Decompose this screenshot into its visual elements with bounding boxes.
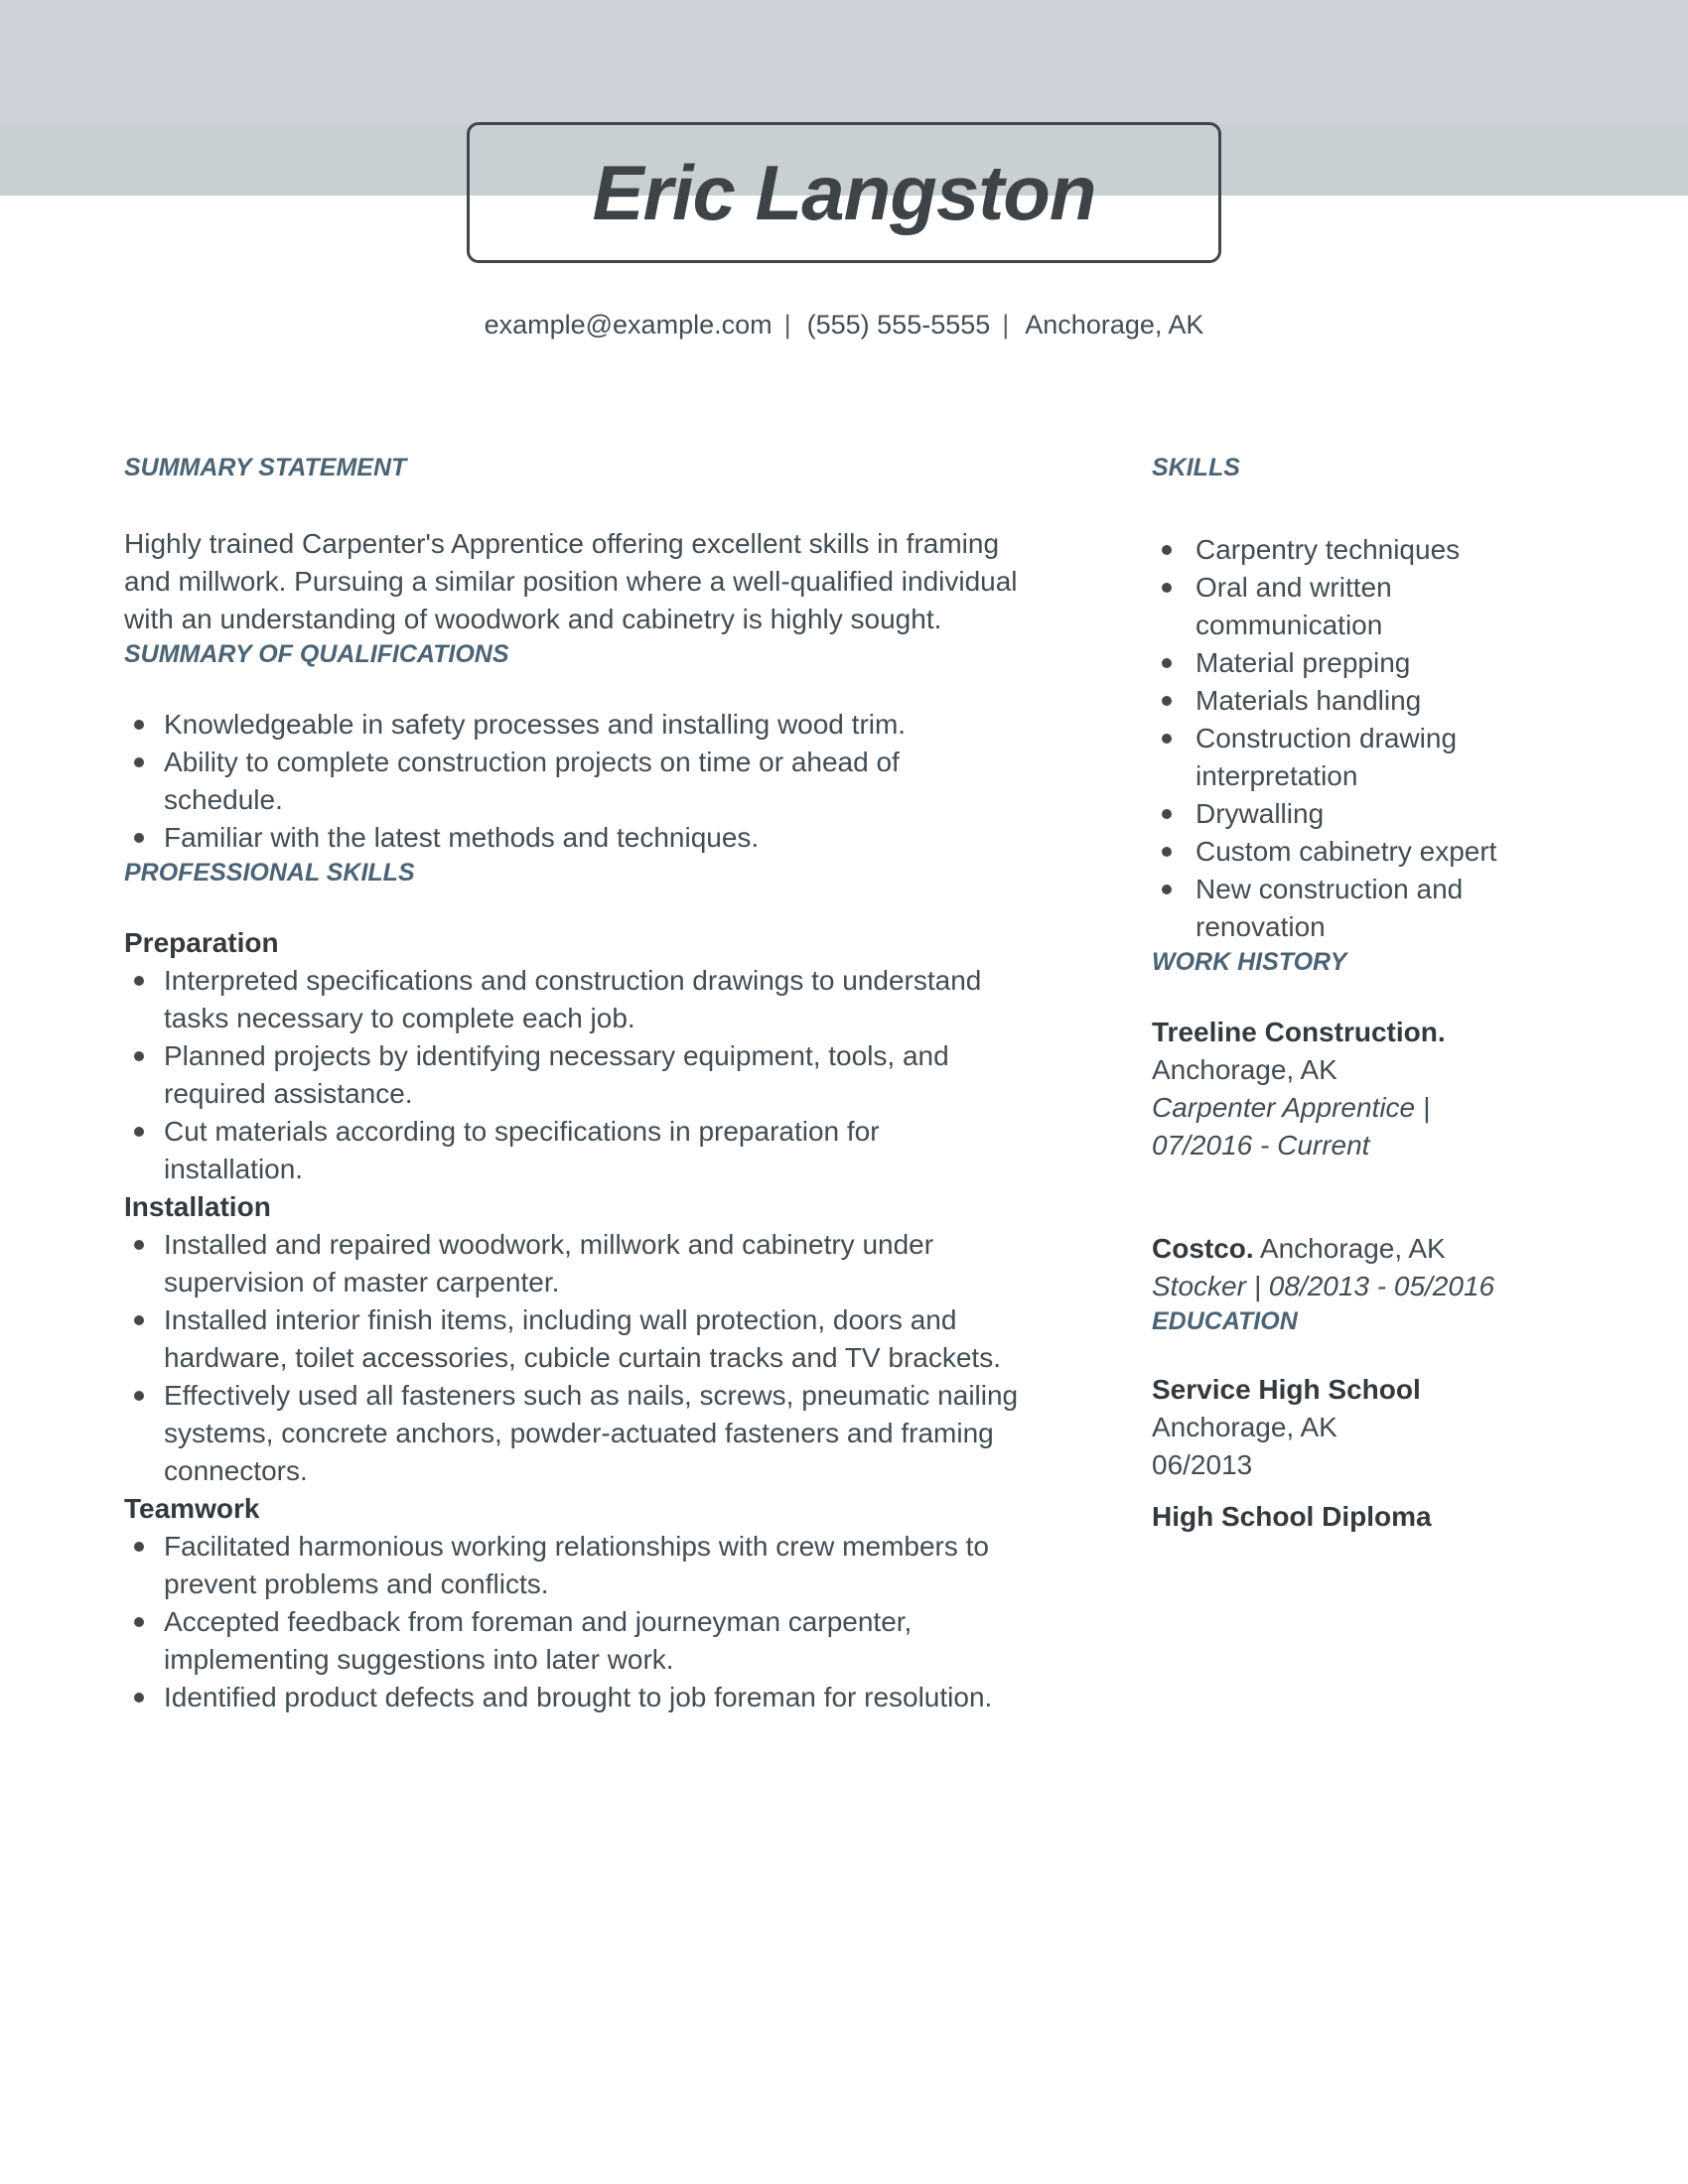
- teamwork-list: [124, 1528, 1023, 1716]
- list-item: Planned projects by identifying necessary equipment, tools, and required assistance.: [124, 1037, 1023, 1113]
- list-item: Facilitated harmonious working relationships with crew members to prevent problems and conflicts.: [124, 1528, 1023, 1603]
- section-heading-professional-skills: PROFESSIONAL SKILLS: [124, 859, 415, 887]
- right-column: [1152, 452, 1584, 1536]
- summary-statement-text: Highly trained Carpenter's Apprentice offering excellent skills in framing and millwork. Pursuing a similar position where a well-qualified individual with an understanding of woodwork and cabinetry is highly sought.: [124, 528, 1018, 634]
- header-band-top: [0, 0, 1688, 124]
- list-item: Installed and repaired woodwork, millwork and cabinetry under supervision of master carpenter.: [124, 1226, 1023, 1301]
- list-item: Oral and written communication: [1152, 569, 1584, 644]
- installation-list: [124, 1226, 1023, 1490]
- list-item: Identified product defects and brought to job foreman for resolution.: [124, 1679, 1023, 1716]
- contact-email: example@example.com: [484, 310, 773, 340]
- list-item: New construction and renovation: [1152, 871, 1584, 946]
- name-box: [467, 122, 1221, 263]
- education-degree: High School Diploma: [1152, 1501, 1432, 1532]
- section-heading-education: EDUCATION: [1152, 1307, 1298, 1335]
- job-entry: [1152, 1230, 1584, 1305]
- list-item: Material prepping: [1152, 644, 1584, 682]
- list-item: Knowledgeable in safety processes and installing wood trim.: [124, 706, 1023, 744]
- education-location: Anchorage, AK: [1152, 1412, 1337, 1442]
- list-item: Interpreted specifications and construction drawings to understand tasks necessary to complete each job.: [124, 962, 1023, 1037]
- left-column: [124, 452, 1023, 1716]
- list-item: Effectively used all fasteners such as nails, screws, pneumatic nailing systems, concrete anchors, powder-actuated fasteners and framing connectors.: [124, 1377, 1023, 1490]
- job-company: Treeline Construction.: [1152, 1017, 1446, 1047]
- skill-group-title-installation: Installation: [124, 1191, 271, 1222]
- contact-separator: |: [783, 310, 791, 340]
- list-item: Installed interior finish items, including wall protection, doors and hardware, toilet accessories, cubicle curtain tracks and TV brackets.: [124, 1301, 1023, 1377]
- job-title: Carpenter Apprentice: [1152, 1092, 1416, 1123]
- section-heading-skills: SKILLS: [1152, 454, 1240, 481]
- job-company: Costco.: [1152, 1233, 1254, 1264]
- section-heading-work-history: WORK HISTORY: [1152, 948, 1347, 976]
- qualifications-list: [124, 706, 1023, 857]
- job-dates: 07/2016 - Current: [1152, 1130, 1370, 1160]
- list-item: Familiar with the latest methods and techniques.: [124, 819, 1023, 857]
- education-date: 06/2013: [1152, 1449, 1253, 1480]
- list-item: Accepted feedback from foreman and journeyman carpenter, implementing suggestions into later work.: [124, 1603, 1023, 1679]
- contact-line: [0, 310, 1688, 341]
- skill-group-title-teamwork: Teamwork: [124, 1493, 260, 1524]
- list-item: Custom cabinetry expert: [1152, 833, 1584, 871]
- skill-group-title-preparation: Preparation: [124, 927, 279, 958]
- preparation-list: [124, 962, 1023, 1188]
- section-heading-summary-statement: SUMMARY STATEMENT: [124, 454, 407, 481]
- contact-location: Anchorage, AK: [1025, 310, 1204, 340]
- job-separator: |: [1422, 1092, 1431, 1123]
- job-entry: [1152, 1014, 1584, 1164]
- job-title: Stocker: [1152, 1271, 1246, 1301]
- job-location: Anchorage, AK: [1259, 1233, 1446, 1264]
- education-entry: [1152, 1371, 1584, 1484]
- list-item: Drywalling: [1152, 795, 1584, 833]
- list-item: Materials handling: [1152, 682, 1584, 720]
- education-school: Service High School: [1152, 1374, 1421, 1405]
- list-item: Cut materials according to specifications in preparation for installation.: [124, 1113, 1023, 1188]
- section-heading-qualifications: SUMMARY OF QUALIFICATIONS: [124, 640, 509, 668]
- job-dates: 08/2013 - 05/2016: [1268, 1271, 1495, 1301]
- contact-separator: |: [1002, 310, 1010, 340]
- job-location: Anchorage, AK: [1152, 1054, 1337, 1085]
- list-item: Carpentry techniques: [1152, 531, 1584, 569]
- skills-list: [1152, 531, 1584, 946]
- list-item: Ability to complete construction projects on time or ahead of schedule.: [124, 744, 1023, 819]
- job-separator: |: [1253, 1271, 1261, 1301]
- list-item: Construction drawing interpretation: [1152, 720, 1584, 795]
- candidate-name: Eric Langston: [592, 148, 1096, 236]
- contact-phone: (555) 555-5555: [806, 310, 991, 340]
